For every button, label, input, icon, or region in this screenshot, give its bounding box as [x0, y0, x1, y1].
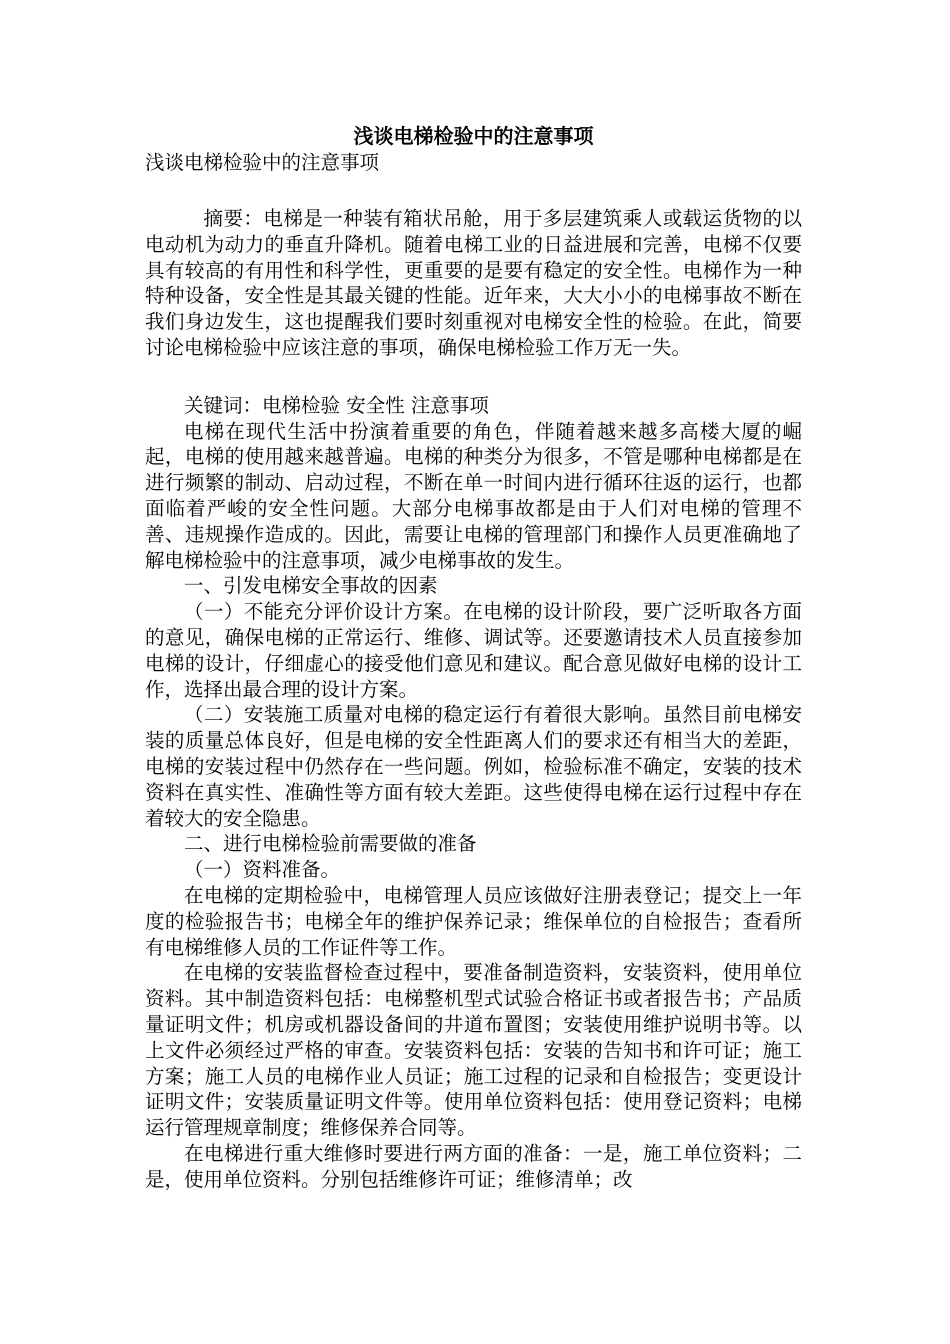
body-paragraph: （二）安装施工质量对电梯的稳定运行有着很大影响。虽然目前电梯安装的质量总体良好，但是电梯的安全性距离人们的要求还有相当大的差距，电梯的安装过程中仍然存在一些问题。例如，检验标准不确定，安装的技术资料在真实性、准确性等方面有较大差距。这些使得电梯在运行过程中存在着较大的安全隐患。: [145, 703, 802, 830]
spacer: [145, 361, 802, 393]
spacer: [145, 176, 802, 206]
document-title: 浅谈电梯检验中的注意事项: [353, 124, 594, 148]
subsection-heading: （一）资料准备。: [184, 858, 341, 882]
body-paragraph: 电梯在现代生活中扮演着重要的角色，伴随着越来越多高楼大厦的崛起，电梯的使用越来越普遍。电梯的种类分为很多，不管是哪种电梯都是在进行频繁的制动、启动过程，不断在单一时间内进行循环往返的运行，也都面临着严峻的安全性问题。大部分电梯事故都是由于人们对电梯的管理不善、违规操作造成的。因此，需要让电梯的管理部门和操作人员更准确地了解电梯检验中的注意事项，减少电梯事故的发生。: [145, 419, 802, 572]
section-heading: 一、引发电梯安全事故的因素: [184, 574, 438, 598]
body-paragraph: （一）不能充分评价设计方案。在电梯的设计阶段，要广泛听取各方面的意见，确保电梯的正常运行、维修、调试等。还要邀请技术人员直接参加电梯的设计，仔细虚心的接受他们意见和建议。配合意见做好电梯的设计工作，选择出最合理的设计方案。: [145, 600, 802, 701]
body-paragraph: 在电梯进行重大维修时要进行两方面的准备：一是，施工单位资料；二是，使用单位资料。分别包括维修许可证；维修清单；改: [145, 1141, 802, 1191]
keywords-line: 关键词：电梯检验 安全性 注意事项: [184, 393, 489, 417]
abstract-paragraph: 摘要：电梯是一种装有箱状吊舱，用于多层建筑乘人或载运货物的以电动机为动力的垂直升降机。随着电梯工业的日益进展和完善，电梯不仅要具有较高的有用性和科学性，更重要的是要有稳定的安全性。电梯作为一种特种设备，安全性是其最关键的性能。近年来，大大小小的电梯事故不断在我们身边发生，这也提醒我们要时刻重视对电梯安全性的检验。在此，简要讨论电梯检验中应该注意的事项，确保电梯检验工作万无一失。: [145, 207, 802, 359]
body-paragraph: 在电梯的安装监督检查过程中，要准备制造资料，安装资料，使用单位资料。其中制造资料包括：电梯整机型式试验合格证书或者报告书；产品质量证明文件；机房或机器设备间的井道布置图；安装使用维护说明书等。以上文件必须经过严格的审查。安装资料包括：安装的告知书和许可证；施工方案；施工人员的电梯作业人员证；施工过程的记录和自检报告；变更设计证明文件；安装质量证明文件等。使用单位资料包括：使用登记资料；电梯运行管理规章制度；维修保养合同等。: [145, 961, 802, 1140]
section-heading: 二、进行电梯检验前需要做的准备: [184, 832, 477, 856]
document-subtitle: 浅谈电梯检验中的注意事项: [145, 151, 380, 174]
body-paragraph: 在电梯的定期检验中，电梯管理人员应该做好注册表登记；提交上一年度的检验报告书；电梯全年的维护保养记录；维保单位的自检报告；查看所有电梯维修人员的工作证件等工作。: [145, 883, 802, 959]
document-body: [145, 122, 802, 1192]
